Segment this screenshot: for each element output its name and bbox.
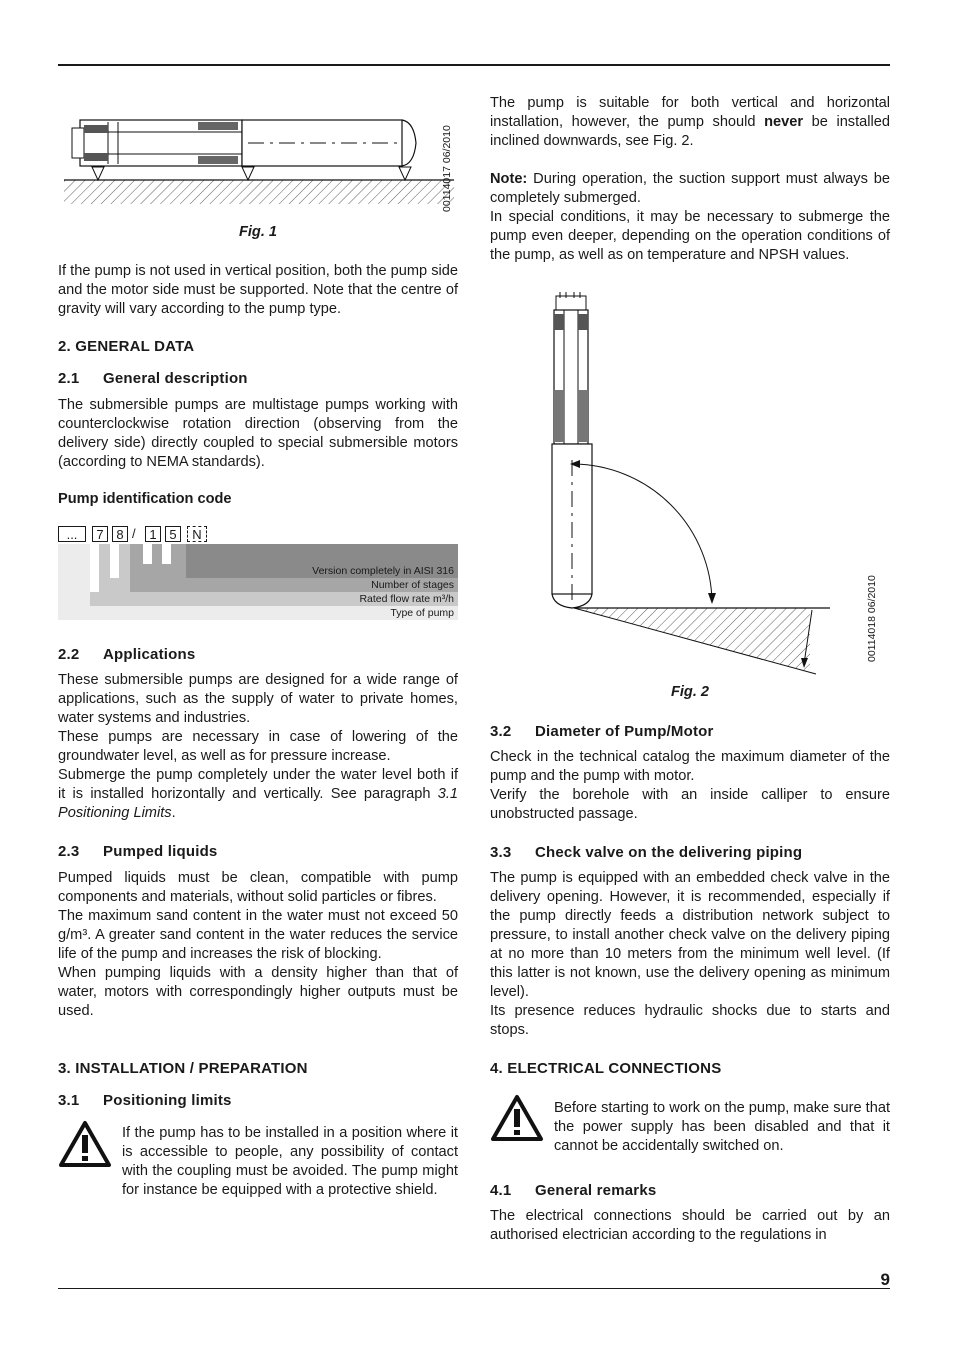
fig2-caption: Fig. 2	[670, 684, 710, 700]
section-number: 4.1	[490, 1182, 512, 1199]
code-box-flow-2: 8	[112, 526, 128, 542]
pump-id-code-diagram	[58, 524, 458, 622]
section-number: 2.2	[58, 646, 80, 663]
electrical-warning-text: Before starting to work on the pump, make sure that the power supply has been disabled and that it cannot be accidentally switched on.	[554, 1100, 890, 1154]
fig2-vertical-pump-drawing	[540, 290, 840, 680]
label-type: Type of pump	[390, 607, 454, 619]
applications-paragraph-2: These pumps are necessary in case of lowering of the groundwater level, as well as for pressure increase.	[58, 729, 458, 764]
page-number: 9	[880, 1270, 890, 1289]
heading-3-1	[58, 1092, 232, 1109]
check-valve-paragraph-2: Its presence reduces hydraulic shocks due to starts and stops.	[490, 1003, 890, 1038]
pumped-liquids-paragraph-3: When pumping liquids with a density higher than that of water, motors with correspondingly higher outputs must be used.	[58, 965, 458, 1019]
section-title: General remarks	[535, 1182, 657, 1199]
installation-suitability-paragraph: The pump is suitable for both vertical and horizontal installation, however, the pump should never be installed inclined downwards, see Fig. 2.	[490, 95, 890, 149]
diameter-paragraph-1: Check in the technical catalog the maximum diameter of the pump and the pump with motor.	[490, 749, 890, 784]
label-flow-rate: Rated flow rate m³/h	[359, 593, 454, 605]
section-number: 2.1	[58, 370, 80, 387]
top-rule	[58, 64, 890, 66]
support-paragraph: If the pump is not used in vertical position, both the pump side and the motor side must be supported. Note that the centre of gravity will vary according to the pump type.	[58, 263, 458, 317]
heading-2-3	[58, 843, 217, 860]
bottom-rule	[58, 1288, 890, 1289]
section-number: 2.3	[58, 843, 80, 860]
code-box-stages-1: 1	[145, 526, 161, 542]
section-number: 3.2	[490, 723, 512, 740]
fig1-horizontal-pump-drawing	[58, 108, 458, 208]
positioning-limits-reference: 3.1 Positioning Limits	[58, 786, 458, 821]
heading-electrical: 4. ELECTRICAL CONNECTIONS	[490, 1060, 722, 1077]
applications-paragraph-3: Submerge the pump completely under the water level both if it is installed horizontally and vertically. See paragraph 3.1 Positioning Limits.	[58, 767, 458, 821]
check-valve-paragraph-1: The pump is equipped with an embedded check valve in the delivery opening. However, it is recommended, especially if the pump directly feeds a distribution network subject to pressure, to install another check valve on the delivery piping at no more than 10 meters from the minimum well level. (If this latter is not known, use the delivery opening as minimum level).	[490, 870, 890, 1000]
heading-installation: 3. INSTALLATION / PREPARATION	[58, 1060, 308, 1077]
heading-3-3	[490, 844, 802, 861]
section-title: Check valve on the delivering piping	[535, 844, 803, 861]
code-box-stages-2: 5	[165, 526, 181, 542]
heading-4-1	[490, 1182, 656, 1199]
heading-2-1	[58, 370, 248, 387]
heading-3-2	[490, 723, 714, 740]
code-separator: /	[132, 526, 136, 541]
section-title: Pumped liquids	[103, 843, 218, 860]
code-box-version: N	[187, 526, 207, 542]
label-version: Version completely in AISI 316	[312, 565, 454, 577]
section-number: 3.3	[490, 844, 512, 861]
pump-id-code-title: Pump identification code	[58, 491, 232, 507]
section-title: Diameter of Pump/Motor	[535, 723, 714, 740]
heading-general-data: 2. GENERAL DATA	[58, 338, 195, 355]
pumped-liquids-paragraph-1: Pumped liquids must be clean, compatible with pump components and materials, without solid particles or fibres.	[58, 870, 458, 905]
special-conditions-paragraph: In special conditions, it may be necessary to submerge the pump even deeper, depending on the operation conditions of the pump, as well as on temperature and NPSH values.	[490, 209, 890, 263]
general-remarks-paragraph: The electrical connections should be carried out by an authorised electrician according to the regulations in	[490, 1208, 890, 1243]
fig2-code: 00114018 06/2010	[866, 575, 878, 662]
section-number: 3.1	[58, 1092, 80, 1109]
right-column	[490, 94, 890, 265]
general-description-paragraph: The submersible pumps are multistage pumps working with counterclockwise rotation direction (observing from the delivery side) directly coupled to special submersible motors (according to NEMA standards).	[58, 397, 458, 470]
section-title: Applications	[103, 646, 196, 663]
fig1-caption: Fig. 1	[238, 224, 278, 240]
code-box-type: ...	[58, 526, 86, 542]
never-emphasis: never	[764, 114, 804, 130]
warning-icon	[490, 1094, 544, 1142]
note-label: Note:	[490, 171, 528, 187]
positioning-warning-text: If the pump has to be installed in a position where it is accessible to people, any possibility of contact with the coupling must be avoided. The pump might for instance be equipped with a protective shield.	[122, 1125, 458, 1198]
applications-paragraph-1: These submersible pumps are designed for a wide range of applications, such as the supply of water to private homes, water systems and industries.	[58, 672, 458, 726]
code-box-flow-1: 7	[92, 526, 108, 542]
label-stages: Number of stages	[371, 579, 454, 591]
warning-icon	[58, 1120, 112, 1168]
note-paragraph: Note: During operation, the suction support must always be completely submerged.	[490, 171, 890, 206]
section-title: Positioning limits	[103, 1092, 232, 1109]
left-column	[58, 262, 458, 319]
section-title: General description	[103, 370, 248, 387]
fig1-code: 00114017 06/2010	[441, 125, 453, 212]
heading-2-2	[58, 646, 195, 663]
diameter-paragraph-2: Verify the borehole with an inside calliper to ensure unobstructed passage.	[490, 787, 890, 822]
pumped-liquids-paragraph-2: The maximum sand content in the water must not exceed 50 g/m³. A greater sand content in the water reduces the service life of the pump and increases the risk of blocking.	[58, 908, 458, 962]
